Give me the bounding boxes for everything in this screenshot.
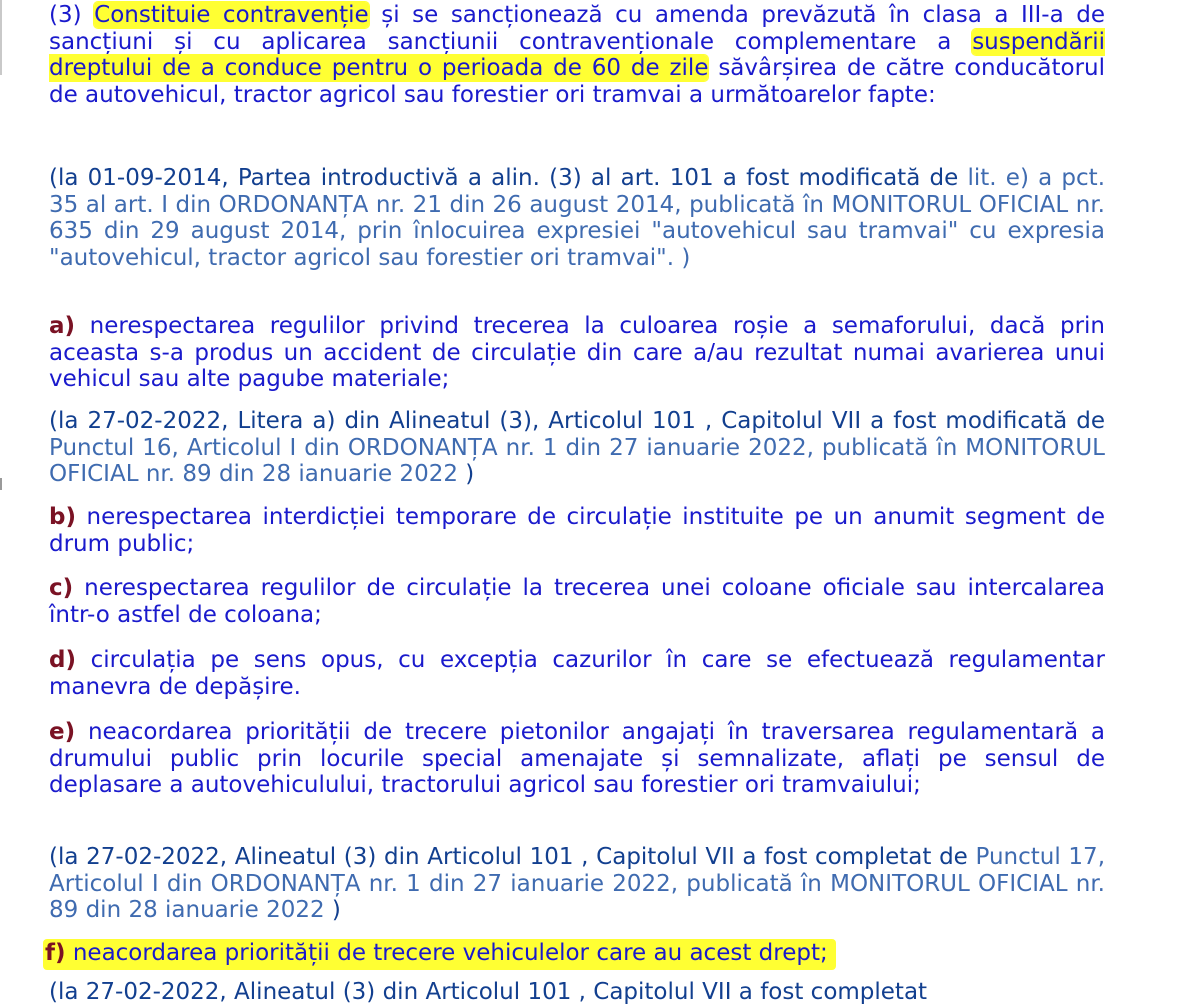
paragraph-3-intro <box>49 2 1105 108</box>
item-b <box>49 504 1105 557</box>
item-c-letter: c) <box>49 575 74 601</box>
intro-text-1: și se sancționează cu amenda prevăzută în clasa a III-a de sancțiuni și cu aplicarea sancțiunii contravenționale complementare a <box>49 2 1105 55</box>
item-e-letter: e) <box>49 719 76 745</box>
item-d <box>49 647 1105 700</box>
item-e <box>49 719 1105 799</box>
item-c-text: nerespectarea regulilor de circulație la trecerea unei coloane oficiale sau intercalarea într-o astfel de coloana; <box>49 575 1105 628</box>
page-edge-mark <box>0 478 2 490</box>
highlight-item-f <box>43 939 836 970</box>
item-a-letter: a) <box>49 313 76 339</box>
item-f <box>45 939 1105 970</box>
note-a-suffix: ) <box>457 461 475 487</box>
amendment-note-f <box>49 979 1105 1006</box>
note-e-suffix: ) <box>324 897 341 923</box>
item-f-text: neacordarea priorității de trecere vehiculelor care au acest drept; <box>65 940 828 966</box>
item-d-letter: d) <box>49 647 76 673</box>
note-e-reference-link[interactable]: Punctul 17, Articolul I din ORDONANȚA nr. 1 din 27 ianuarie 2022, publicată în MONITORUL OFICIAL nr. 89 din 28 ianuarie 2022 <box>49 844 1106 923</box>
amendment-note-intro <box>49 165 1105 271</box>
item-e-text: neacordarea priorității de trecere pietonilor angajați în traversarea regulamentară a drumului public prin locurile special amenajate și semnalizate, aflați pe sensul de deplasare a autovehiculului, tractorului agricol sau forestier ori tramvaiului; <box>49 719 1105 798</box>
item-d-text: circulația pe sens opus, cu excepția cazurilor în care se efectuează regulamentar manevra de depășire. <box>49 647 1105 700</box>
page-edge <box>0 0 2 75</box>
item-a <box>49 313 1105 393</box>
intro-text-2: săvârșirea de către conducătorul de autovehicul, tractor agricol sau forestier ori tramvai a următoarelor fapte: <box>49 55 1105 108</box>
note-intro-prefix: (la 01-09-2014, Partea introductivă a alin. (3) al art. 101 a fost modificată de <box>49 165 959 191</box>
note-e-prefix: (la 27-02-2022, Alineatul (3) din Articolul 101 , Capitolul VII a fost completat de <box>49 844 976 870</box>
highlight-constituie: Constituie contravenție <box>94 2 369 28</box>
note-intro-reference-link[interactable]: lit. e) a pct. 35 al art. I din ORDONANȚA nr. 21 din 26 august 2014, publicată în MONITORUL OFICIAL nr. 635 din 29 august 2014, prin înlocuirea expresiei "autovehicul sau tramvai" cu expresia "autovehicul, tractor agricol sau forestier ori tramvai". ) <box>49 165 1105 271</box>
note-a-reference-link[interactable]: Punctul 16, Articolul I din ORDONANȚA nr. 1 din 27 ianuarie 2022, publicată în MONITORUL OFICIAL nr. 89 din 28 ianuarie 2022 <box>49 434 1105 487</box>
item-f-letter: f) <box>45 940 66 966</box>
amendment-note-e <box>49 844 1105 924</box>
highlight-suspendare: suspendării dreptului de a conduce pentru o perioada de 60 de zile <box>49 28 1105 81</box>
item-a-text: nerespectarea regulilor privind trecerea la culoarea roșie a semaforului, dacă prin aceasta s-a produs un accident de circulație din care a/au rezultat numai avarierea unui vehicul sau alte pagube materiale; <box>49 313 1105 392</box>
amendment-note-a <box>49 408 1105 488</box>
note-a-prefix: (la 27-02-2022, Litera a) din Alineatul (3), Articolul 101 , Capitolul VII a fost modificată de <box>49 408 1105 434</box>
note-f-prefix: (la 27-02-2022, Alineatul (3) din Articolul 101 , Capitolul VII a fost completat <box>49 979 928 1005</box>
item-b-text: nerespectarea interdicției temporare de circulație instituite pe un anumit segment de drum public; <box>49 504 1105 557</box>
paragraph-number: (3) <box>49 2 82 28</box>
item-c <box>49 575 1105 628</box>
item-b-letter: b) <box>49 504 76 530</box>
